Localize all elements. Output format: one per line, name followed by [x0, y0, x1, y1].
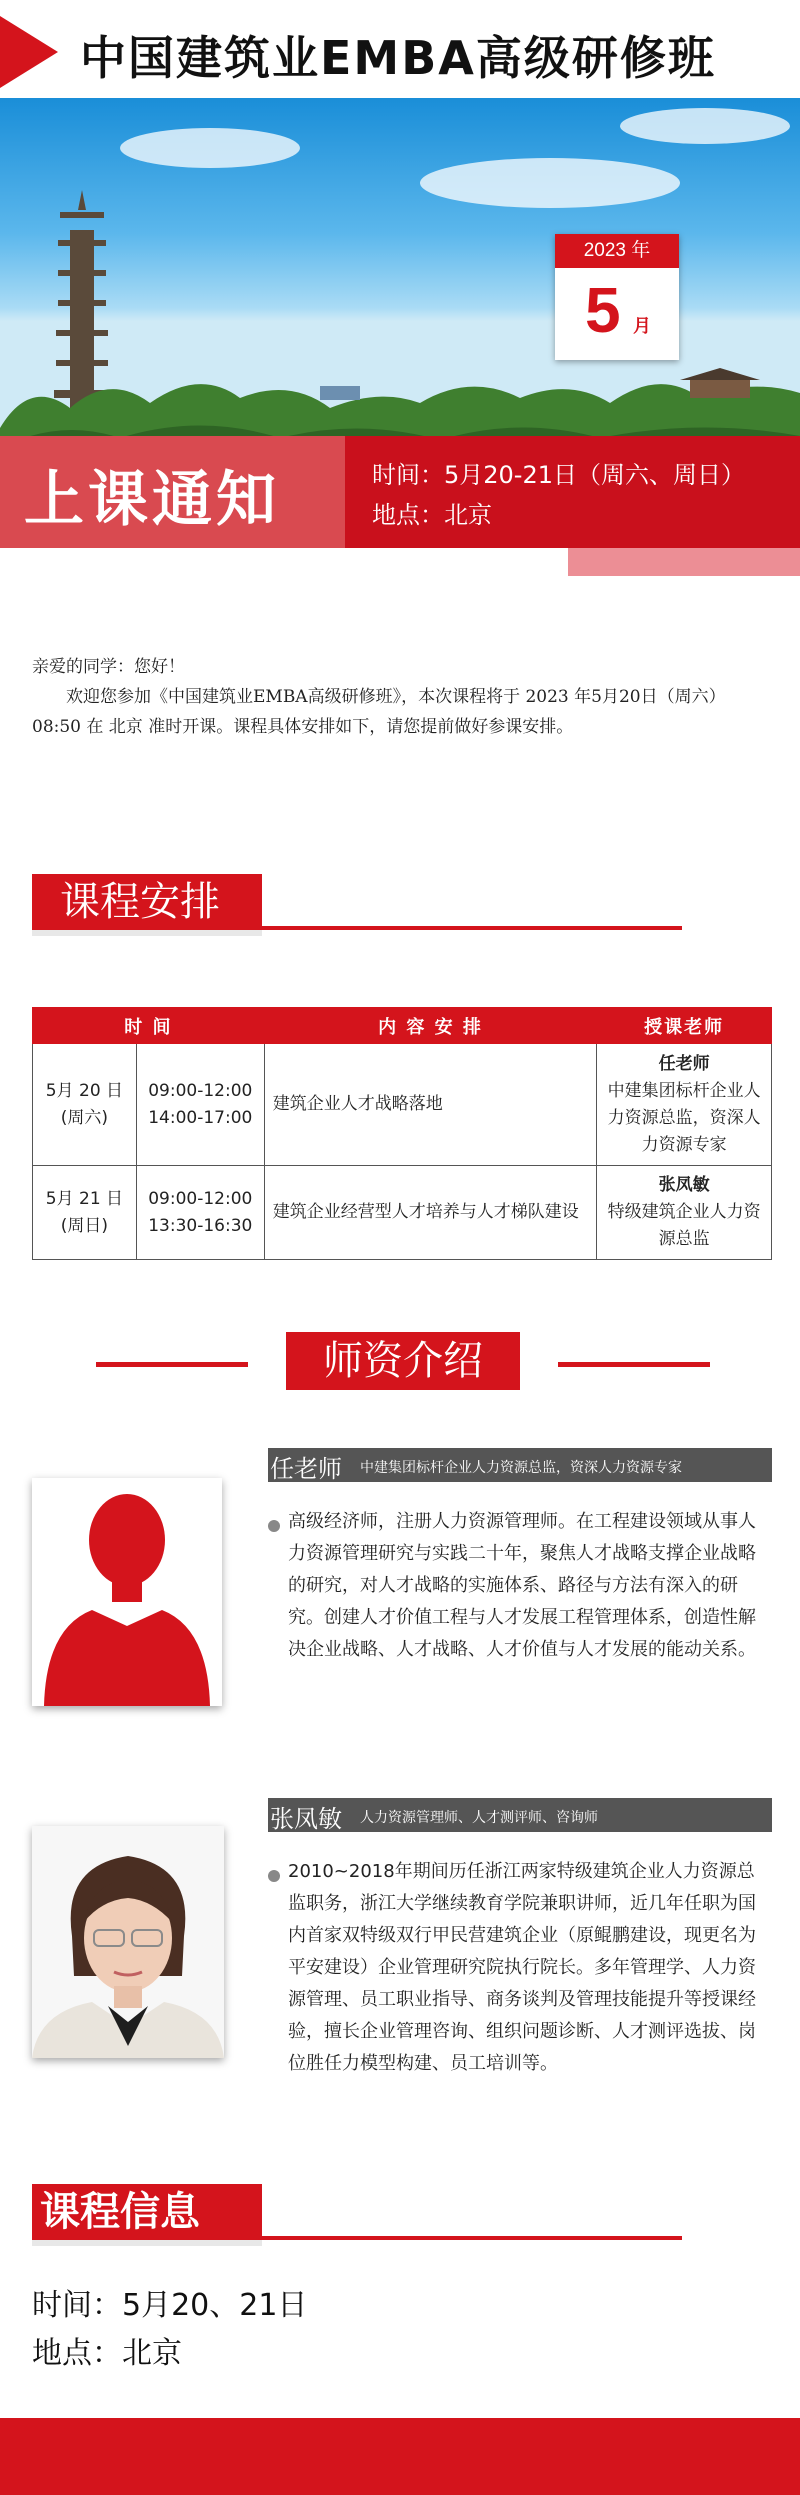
teacher-bio: 高级经济师，注册人力资源管理师。在工程建设领域从事人力资源管理研究与实践二十年，聚焦人才战略支撑企业战略的研究，对人才战略的实施体系、路径与方法有深入的研究。创建人才价值工程与人才发展工程管理体系，创造性解决企业战略、人才战略、人才价值与人才发展的能动关系。: [288, 1511, 756, 1660]
table-header-row: [33, 1008, 772, 1044]
time-slot: 09:00-12:00: [148, 1188, 253, 1209]
weekday-text: (周日): [60, 1215, 109, 1236]
notice-title: 上课通知: [24, 465, 280, 535]
pink-strip-decoration: [568, 548, 800, 576]
course-info-heading: 课程信息: [32, 2184, 262, 2240]
teacher-cell: [597, 1166, 772, 1260]
column-header-content: 内 容 安 排: [264, 1008, 596, 1044]
schedule-heading: 课程安排: [32, 874, 262, 930]
faculty-heading-right-line: [558, 1362, 710, 1367]
teacher-header-bar: [268, 1448, 772, 1482]
teacher-desc: 特级建筑企业人力资源总监: [607, 1202, 761, 1249]
time-cell: [136, 1044, 264, 1166]
teacher-header-name: 任老师: [270, 1455, 342, 1483]
teacher-header-title: 中建集团标杆企业人力资源总监，资深人力资源专家: [360, 1460, 682, 1476]
teacher-header-bar: [268, 1798, 772, 1832]
teacher-photo: [32, 1826, 224, 2058]
notice-info-panel: [345, 436, 800, 548]
time-slot: 13:30-16:30: [148, 1215, 253, 1236]
teacher-header-name: 张凤敏: [270, 1805, 342, 1833]
intro-body: 欢迎您参加《中国建筑业EMBA高级研修班》，本次课程将于 2023 年5月20日（周六）08:50 在 北京 准时开课。课程具体安排如下，请您提前做好参课安排。: [32, 687, 726, 737]
portrait-photo-icon: [32, 1826, 224, 2058]
faculty-heading-left-line: [96, 1362, 248, 1367]
date-text: 5月 20 日: [45, 1080, 124, 1101]
course-info-time: 时间：5月20、21日: [32, 2288, 308, 2323]
teacher-bio: 2010~2018年期间历任浙江两家特级建筑企业人力资源总监职务，浙江大学继续教育学院兼职讲师，近几年任职为国内首家双特级双行甲民营建筑企业（原鲲鹏建设，现更名为平安建设）企业管理研究院执行院长。多年管理学、人力资源管理、员工职业指导、商务谈判及管理技能提升等授课经验，擅长企业管理咨询、组织问题诊断、人才测评选拔、岗位胜任力模型构建、员工培训等。: [288, 1861, 756, 2074]
teacher-name: 任老师: [658, 1053, 710, 1074]
cloud-shape: [120, 128, 300, 168]
table-row: [33, 1166, 772, 1260]
teacher-cell: [597, 1044, 772, 1166]
intro-text: [32, 652, 772, 742]
time-slot: 09:00-12:00: [148, 1080, 253, 1101]
faculty-heading: 师资介绍: [286, 1332, 520, 1390]
content-cell: 建筑企业人才战略落地: [264, 1044, 596, 1166]
date-text: 5月 21 日: [45, 1188, 124, 1209]
content-cell: 建筑企业经营型人才培养与人才梯队建设: [264, 1166, 596, 1260]
footer-bar: [0, 2418, 800, 2495]
teacher-desc: 中建集团标杆企业人力资源总监，资深人力资源专家: [607, 1080, 761, 1155]
teacher-photo: [32, 1478, 222, 1706]
calendar-year: 2023 年: [555, 234, 679, 268]
date-cell: [33, 1166, 137, 1260]
cloud-shape: [420, 158, 680, 208]
column-header-teacher: 授课老师: [597, 1008, 772, 1044]
notice-time: 时间：5月20-21日（周六、周日）: [372, 461, 746, 489]
calendar-month-number: 5: [585, 274, 621, 346]
notice-place: 地点：北京: [372, 501, 492, 529]
calendar-month-unit: 月: [633, 316, 651, 337]
schedule-table: [32, 1007, 772, 1260]
calendar-badge: [555, 234, 679, 360]
bullet-dot-icon: [268, 1520, 280, 1532]
person-silhouette-icon: [32, 1478, 222, 1706]
page-title: 中国建筑业EMBA高级研修班: [80, 31, 716, 85]
table-row: [33, 1044, 772, 1166]
schedule-heading-underline: [262, 926, 682, 930]
cloud-shape: [620, 108, 790, 144]
course-info-heading-underline: [262, 2236, 682, 2240]
intro-greeting: 亲爱的同学：您好！: [32, 657, 185, 677]
course-info-place: 地点：北京: [32, 2336, 182, 2371]
teacher-name: 张凤敏: [658, 1175, 710, 1195]
treeline-drawing: [0, 368, 800, 436]
title-triangle-decoration: [0, 16, 58, 88]
time-slot: 14:00-17:00: [148, 1107, 253, 1128]
date-cell: [33, 1044, 137, 1166]
teacher-header-title: 人力资源管理师、人才测评师、咨询师: [360, 1810, 598, 1826]
campus-banner-image: [0, 98, 800, 436]
bullet-dot-icon: [268, 1870, 280, 1882]
column-header-time: 时 间: [33, 1008, 265, 1044]
time-cell: [136, 1166, 264, 1260]
weekday-text: (周六): [60, 1107, 109, 1128]
